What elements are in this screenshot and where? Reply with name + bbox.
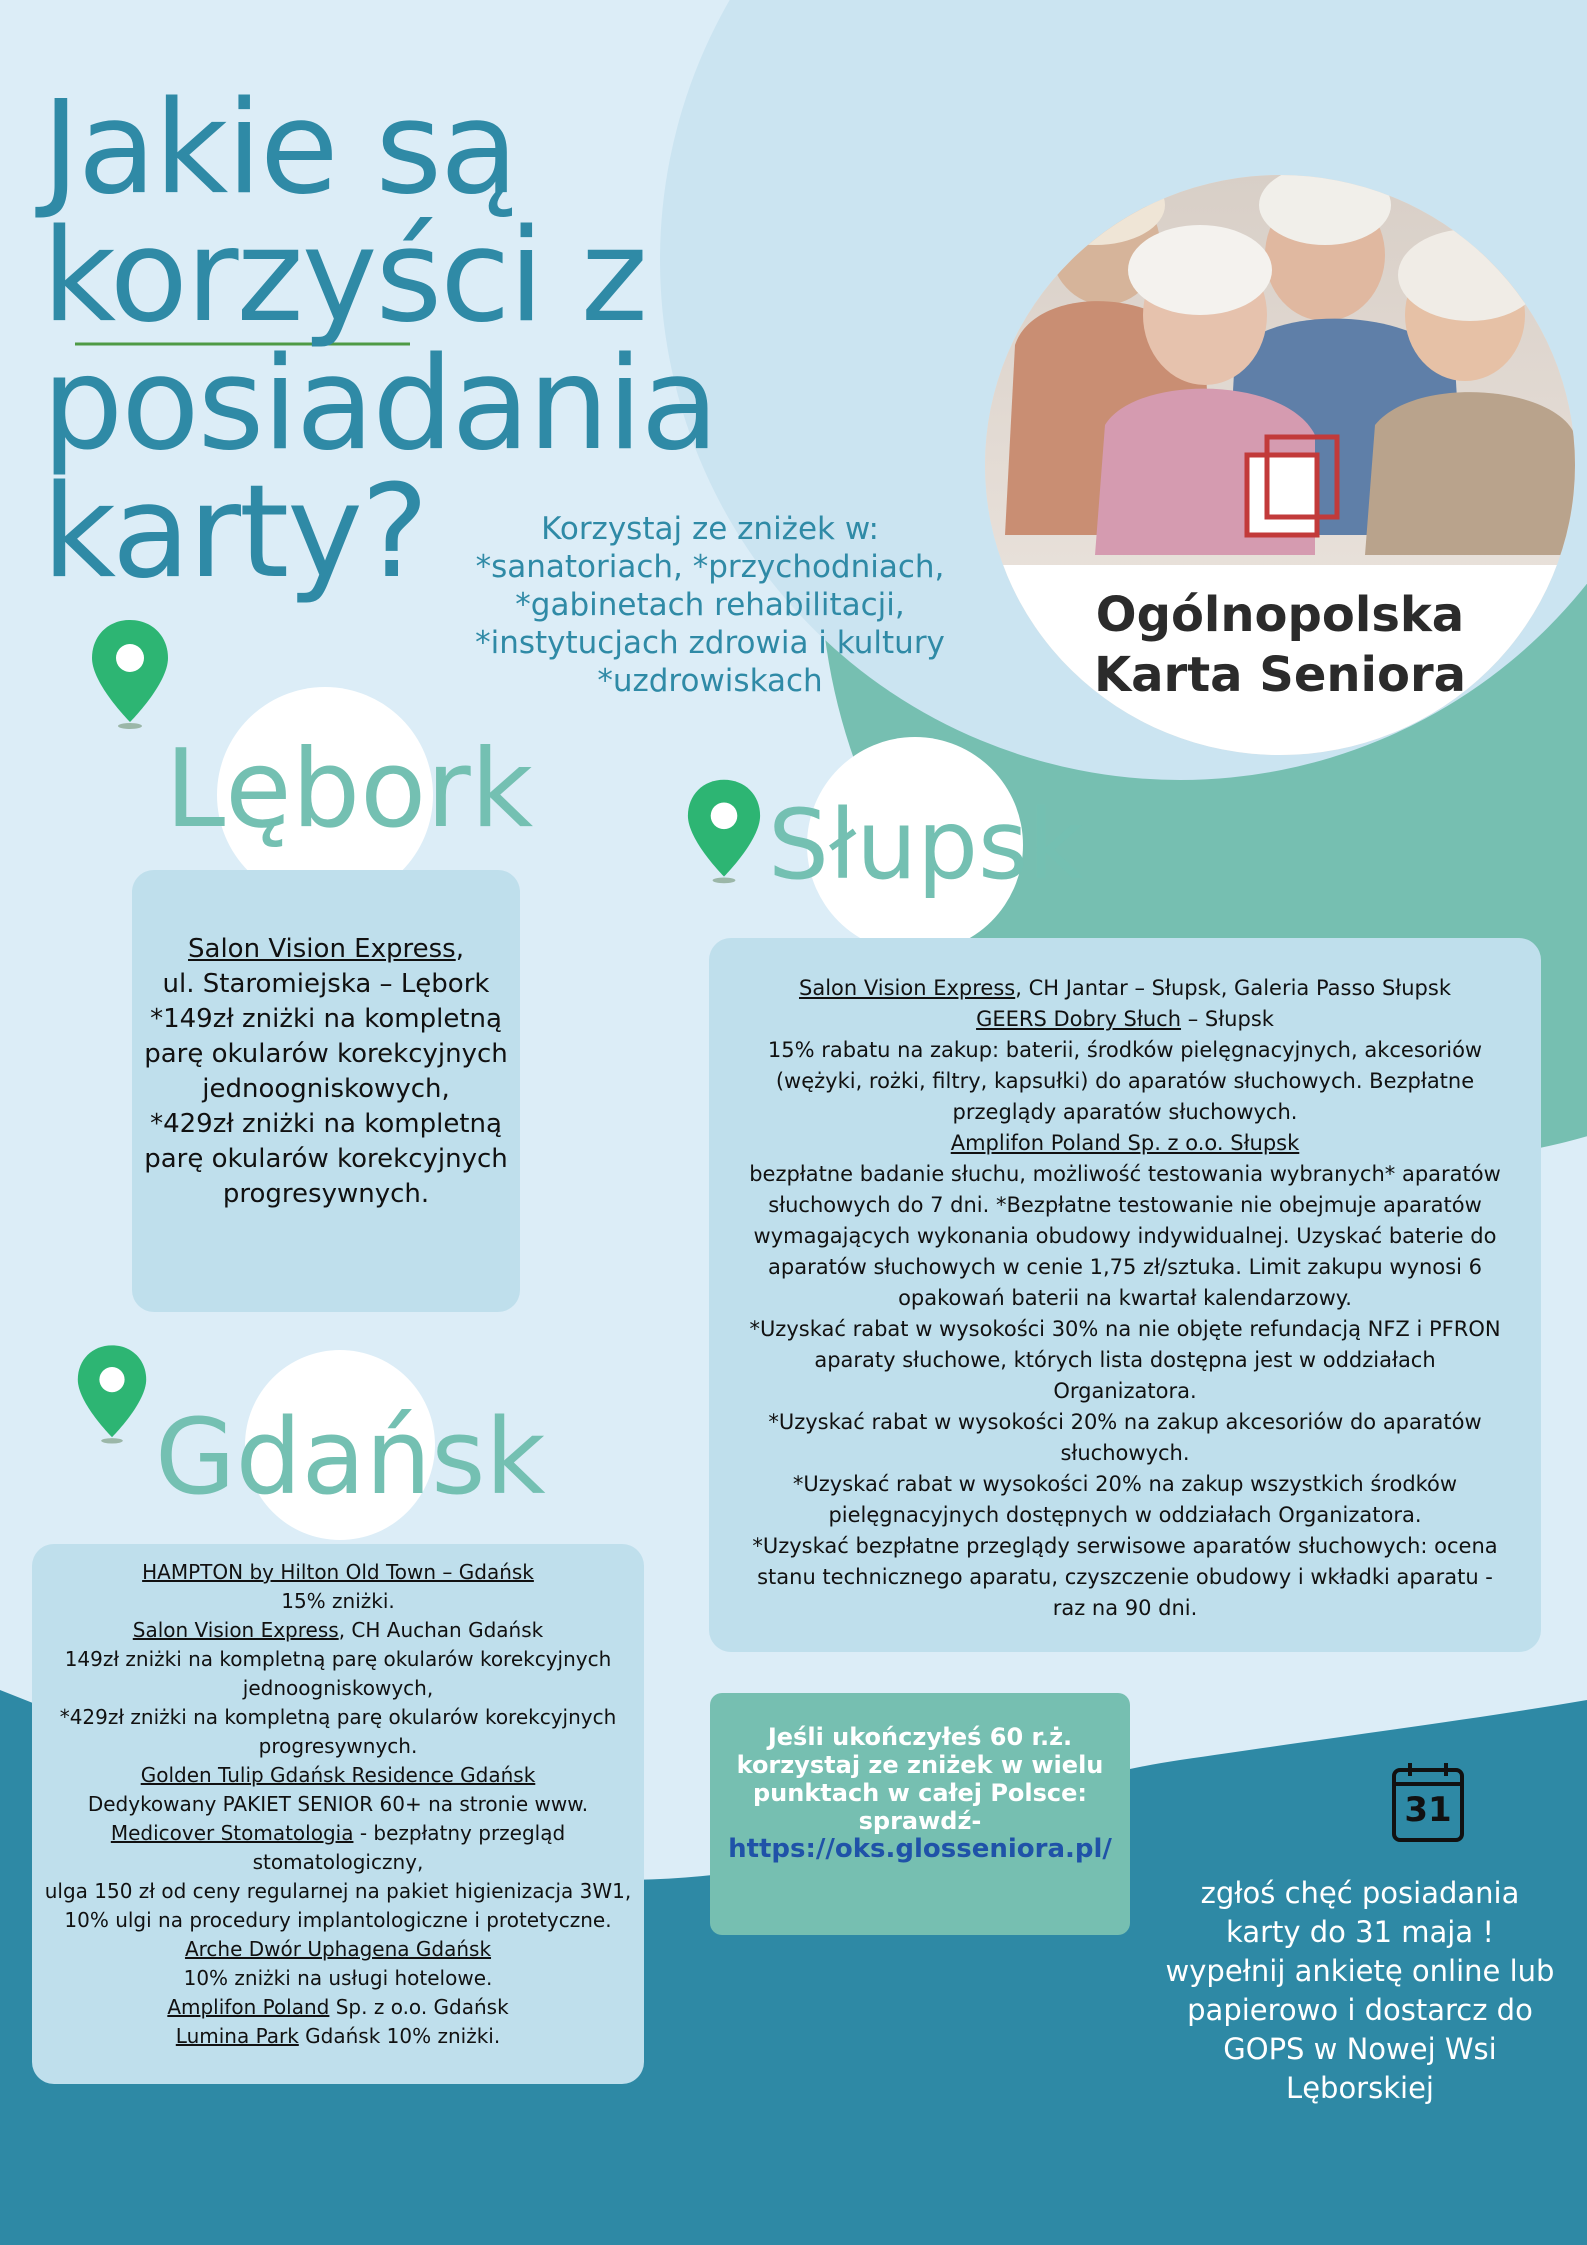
info-box bbox=[710, 1693, 1130, 1935]
card-line: słuchowych. bbox=[1060, 1441, 1190, 1465]
deadline-text bbox=[1140, 1874, 1580, 2108]
card-line: *429zł zniżki na kompletną bbox=[150, 1109, 502, 1139]
card-line: jednoogniskowych, bbox=[242, 1676, 434, 1700]
title-line: posiadania bbox=[42, 330, 718, 479]
card-line: przeglądy aparatów słuchowych. bbox=[952, 1100, 1298, 1124]
card-line: Salon Vision Express, CH Auchan Gdańsk bbox=[132, 1618, 544, 1642]
card-line: 15% rabatu na zakup: baterii, środków pielęgnacyjnych, akcesoriów bbox=[767, 1038, 1483, 1062]
venue-link[interactable]: Salon Vision Express bbox=[132, 1618, 339, 1642]
website-link[interactable]: https://oks.glosseniora.pl/ bbox=[728, 1834, 1112, 1864]
card-line: *Uzyskać bezpłatne przeglądy serwisowe aparatów słuchowych: ocena bbox=[752, 1534, 1498, 1558]
card-line bbox=[32, 1558, 644, 1587]
card-line: ul. Staromiejska – Lębork bbox=[162, 969, 490, 999]
card-line: Amplifon Poland Sp. z o.o. Gdańsk bbox=[167, 1995, 509, 2019]
card-line: 10% zniżki na usługi hotelowe. bbox=[183, 1966, 493, 1990]
venue-link[interactable]: HAMPTON by Hilton Old Town – Gdańsk bbox=[142, 1560, 534, 1584]
venue-link[interactable]: Amplifon Poland bbox=[167, 1995, 330, 2019]
deadline-line: GOPS w Nowej Wsi bbox=[1223, 2032, 1497, 2066]
card-line: 149zł zniżki na kompletną parę okularów korekcyjnych bbox=[64, 1647, 612, 1671]
venue-link[interactable]: Arche Dwór Uphagena Gdańsk bbox=[184, 1937, 492, 1961]
card-line: Salon Vision Express, CH Jantar – Słupsk, Galeria Passo Słupsk bbox=[799, 976, 1451, 1000]
promo-line: *instytucjach zdrowia i kultury bbox=[475, 625, 945, 661]
lebork-card bbox=[132, 870, 520, 1312]
title-line: Jakie są bbox=[42, 74, 517, 223]
card-line: 10% ulgi na procedury implantologiczne i protetyczne. bbox=[64, 1908, 612, 1932]
info-line: Jeśli ukończyłeś 60 r.ż. bbox=[767, 1723, 1073, 1751]
card-line: opakowań baterii na kwartał kalendarzowy. bbox=[898, 1286, 1352, 1310]
card-line: Lumina Park Gdańsk 10% zniżki. bbox=[175, 2024, 501, 2048]
venue-link[interactable]: Golden Tulip Gdańsk Residence Gdańsk bbox=[140, 1763, 536, 1787]
deadline-line: Lęborskiej bbox=[1286, 2071, 1434, 2105]
card-line: bezpłatne badanie słuchu, możliwość testowania wybranych* aparatów bbox=[749, 1162, 1501, 1186]
city-heading-slupsk: Słupsk bbox=[768, 789, 1084, 901]
card-line: Salon Vision Express, bbox=[188, 934, 464, 964]
info-line: sprawdź- bbox=[858, 1807, 982, 1835]
karta-seniora-logo bbox=[985, 585, 1575, 705]
info-line: punktach w całej Polsce: bbox=[752, 1779, 1088, 1807]
card-line: *Uzyskać rabat w wysokości 20% na zakup akcesoriów do aparatów bbox=[768, 1410, 1482, 1434]
card-line: *149zł zniżki na kompletną bbox=[150, 1004, 502, 1034]
card-line: słuchowych do 7 dni. *Bezpłatne testowanie nie obejmuje aparatów bbox=[768, 1193, 1482, 1217]
card-line: GEERS Dobry Słuch – Słupsk bbox=[976, 1007, 1274, 1031]
venue-link[interactable]: Salon Vision Express bbox=[799, 976, 1016, 1000]
logo-line: Karta Seniora bbox=[1093, 647, 1467, 703]
venue-link[interactable]: Medicover Stomatologia bbox=[110, 1821, 354, 1845]
card-line: aparaty słuchowe, których lista dostępna jest w oddziałach bbox=[814, 1348, 1436, 1372]
card-line: Organizatora. bbox=[1053, 1379, 1197, 1403]
promo-line: *sanatoriach, *przychodniach, bbox=[475, 549, 945, 585]
gdansk-card bbox=[32, 1544, 644, 2084]
info-line: korzystaj ze zniżek w wielu bbox=[736, 1751, 1104, 1779]
location-pin-icon bbox=[76, 1340, 148, 1448]
location-pin-icon bbox=[90, 618, 170, 730]
card-line: stomatologiczny, bbox=[252, 1850, 424, 1874]
card-line: wymagających wykonania obudowy indywidualnej. Uzyskać baterie do bbox=[753, 1224, 1497, 1248]
card-line: jednoogniskowych, bbox=[202, 1074, 450, 1104]
promo-line: *uzdrowiskach bbox=[597, 663, 823, 699]
venue-link[interactable]: Salon Vision Express bbox=[188, 934, 456, 964]
card-line bbox=[32, 1935, 644, 1964]
card-line: (wężyki, rożki, filtry, kapsułki) do aparatów słuchowych. Bezpłatne bbox=[775, 1069, 1475, 1093]
deadline-line: zgłoś chęć posiadania bbox=[1200, 1876, 1520, 1910]
card-line: aparatów słuchowych w cenie 1,75 zł/sztuka. Limit zakupu wynosi 6 bbox=[768, 1255, 1482, 1279]
slupsk-card bbox=[709, 938, 1541, 1652]
card-line: stanu technicznego aparatu, czyszczenie obudowy i wkładki aparatu - bbox=[757, 1565, 1493, 1589]
photo-circle bbox=[985, 175, 1575, 755]
card-line: *Uzyskać rabat w wysokości 30% na nie objęte refundacją NFZ i PFRON bbox=[749, 1317, 1501, 1341]
city-heading-gdansk: Gdańsk bbox=[155, 1396, 546, 1518]
card-line: *429zł zniżki na kompletną parę okularów korekcyjnych bbox=[59, 1705, 617, 1729]
venue-link[interactable]: Amplifon Poland Sp. z o.o. Słupsk bbox=[950, 1131, 1300, 1155]
card-line: *Uzyskać rabat w wysokości 20% na zakup wszystkich środków bbox=[792, 1472, 1458, 1496]
promo-text bbox=[440, 510, 980, 700]
location-pin-icon bbox=[686, 776, 762, 886]
title-line: korzyści z bbox=[42, 202, 646, 351]
card-line: progresywnych. bbox=[222, 1179, 430, 1209]
card-line: parę okularów korekcyjnych bbox=[144, 1039, 508, 1069]
deadline-line: karty do 31 maja ! bbox=[1226, 1915, 1494, 1949]
card-line bbox=[32, 1761, 644, 1790]
card-line: pielęgnacyjnych dostępnych w oddziałach Organizatora. bbox=[828, 1503, 1422, 1527]
card-line: 15% zniżki. bbox=[281, 1589, 395, 1613]
card-line: ulga 150 zł od ceny regularnej na pakiet higienizacja 3W1, bbox=[44, 1879, 632, 1903]
city-heading-lebork: Lębork bbox=[165, 727, 534, 852]
venue-link[interactable]: GEERS Dobry Słuch bbox=[976, 1007, 1182, 1031]
venue-link[interactable]: Lumina Park bbox=[175, 2024, 299, 2048]
calendar-icon bbox=[1390, 1760, 1466, 1844]
logo-line: Ogólnopolska bbox=[1095, 587, 1465, 643]
deadline-line: wypełnij ankietę online lub bbox=[1165, 1954, 1555, 1988]
card-line: Dedykowany PAKIET SENIOR 60+ na stronie www. bbox=[87, 1792, 589, 1816]
card-line: raz na 90 dni. bbox=[1052, 1596, 1198, 1620]
card-line: progresywnych. bbox=[258, 1734, 418, 1758]
card-line: parę okularów korekcyjnych bbox=[144, 1144, 508, 1174]
title-line: karty? bbox=[42, 458, 427, 607]
calendar-day: 31 bbox=[1404, 1790, 1452, 1830]
card-line bbox=[709, 1128, 1541, 1159]
deadline-line: papierowo i dostarcz do bbox=[1187, 1993, 1533, 2027]
promo-line: *gabinetach rehabilitacji, bbox=[515, 587, 905, 623]
card-line: Medicover Stomatologia - bezpłatny przegląd bbox=[110, 1821, 566, 1845]
promo-line: Korzystaj ze zniżek w: bbox=[541, 511, 879, 547]
